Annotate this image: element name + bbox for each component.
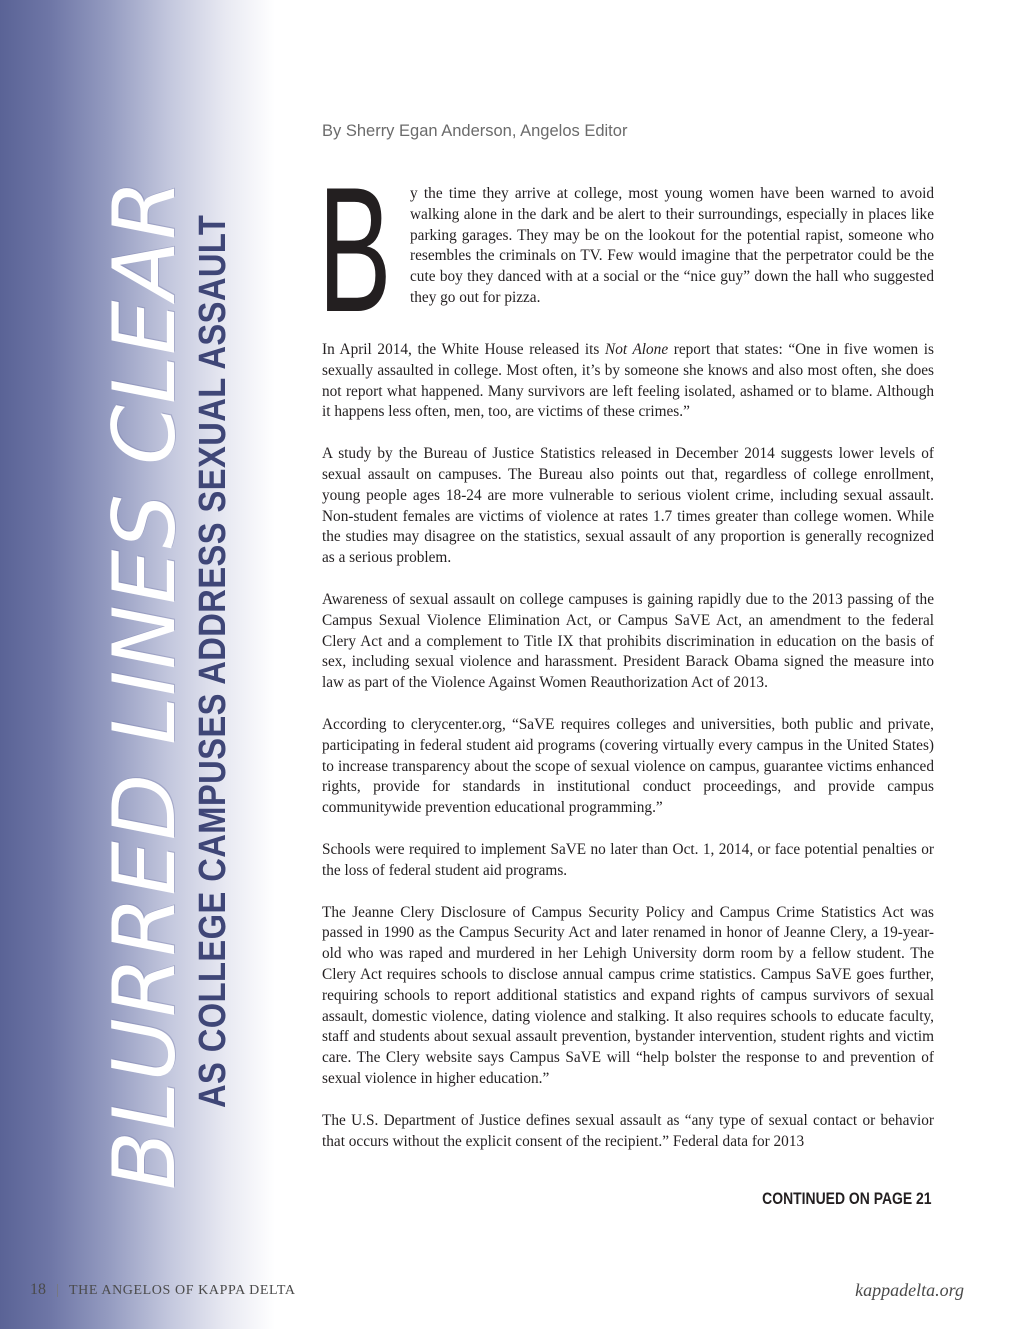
footer-folio bbox=[30, 1281, 296, 1299]
paragraph-deadline: Schools were required to implement SaVE no later than Oct. 1, 2014, or face potential penalties or the loss of federal student aid programs. bbox=[322, 840, 934, 879]
paragraph-bureau-study: A study by the Bureau of Justice Statistics released in December 2014 suggests lower levels of sexual assault on campuses. The Bureau also points out that, regardless of college enrollment, young people ages 18-24 are more vulnerable to serious violent crime, including sexual assault. Non-student females are victims of violence at rates 1.7 times greater than college women. While the studies may disagree on the statistics, sexual assault of any proportion is generally recognized as a serious problem. bbox=[322, 445, 934, 567]
paragraph-not-alone bbox=[322, 340, 934, 423]
article-title: BLURRED LINES CLEAR bbox=[95, 178, 195, 1190]
lead-paragraph bbox=[318, 150, 934, 349]
footer-website[interactable]: kappadelta.org bbox=[855, 1280, 964, 1300]
paragraph-text: report that states: “One in five women is sexually assaulted in college. Most often, it’s by someone she knows and also most often, she does not report what happened. Many survivors are left feeling isolated, ashamed or to blame. Although it happens less often, men, too, are victims of these crimes.” bbox=[322, 341, 934, 421]
paragraph-text: In April 2014, the White House released its bbox=[322, 341, 605, 358]
publication-name: THE ANGELOS OF KAPPA DELTA bbox=[69, 1283, 296, 1298]
report-title: Not Alone bbox=[605, 341, 669, 358]
page-number: 18 bbox=[30, 1281, 46, 1298]
lead-text: y the time they arrive at college, most young women have been warned to avoid walking alone in the dark and be alert to their surroundings, especially in places like parking garages. They may be on the lookout for the potential rapist, someone who resembles the criminals on TV. Few would imagine that the perpetrator could be the cute boy they danced with at a social or the “nice guy” down the hall who suggested they go out for pizza. bbox=[410, 185, 934, 306]
paragraph-clerycenter: According to clerycenter.org, “SaVE requires colleges and universities, both public and private, participating in federal student aid programs (covering virtually every campus in the United States) to increase transparency about the scope of sexual violence on campus, guarantee victims enhanced rights, provide for standards in institutional conduct proceedings, and provide campus communitywide prevention educational programming.” bbox=[322, 715, 934, 817]
footer-separator: | bbox=[56, 1282, 60, 1298]
continued-link[interactable]: CONTINUED ON PAGE 21 bbox=[762, 1189, 932, 1208]
byline: By Sherry Egan Anderson, Angelos Editor bbox=[322, 122, 628, 140]
paragraph-save-act: Awareness of sexual assault on college campuses is gaining rapidly due to the 2013 passing of the Campus Sexual Violence Elimination Act, or Campus SaVE Act, an amendment to the federal Clery Act and a complement to Title IX that prohibits discrimination in education on the basis of sex, including sexual violence and harassment. President Barack Obama signed the measure into law as part of the Violence Against Women Reauthorization Act of 2013. bbox=[322, 590, 934, 692]
drop-cap: B bbox=[318, 150, 392, 349]
paragraph-doj-definition: The U.S. Department of Justice defines sexual assault as “any type of sexual contact or behavior that occurs without the explicit consent of the recipient.” Federal data for 2013 bbox=[322, 1111, 934, 1150]
paragraph-clery-act: The Jeanne Clery Disclosure of Campus Security Policy and Campus Crime Statistics Act was passed in 1990 as the Campus Security Act and later renamed in honor of Jeanne Clery, a 19-year-old who was raped and murdered in her Lehigh University dorm room by a fellow student. The Clery Act requires schools to disclose annual campus crime statistics. Campus SaVE goes further, requiring schools to report additional statistics and expand rights of campus survivors of sexual assault, domestic violence, dating violence and stalking. It also requires schools to educate faculty, staff and students about sexual assault prevention, bystander intervention, student rights and victim care. The Clery website says Campus SaVE will “help bolster the response to and prevention of sexual violence in higher education.” bbox=[322, 903, 934, 1087]
article-subtitle: AS COLLEGE CAMPUSES ADDRESS SEXUAL ASSAULT bbox=[192, 214, 234, 1108]
article-body bbox=[318, 150, 934, 1173]
